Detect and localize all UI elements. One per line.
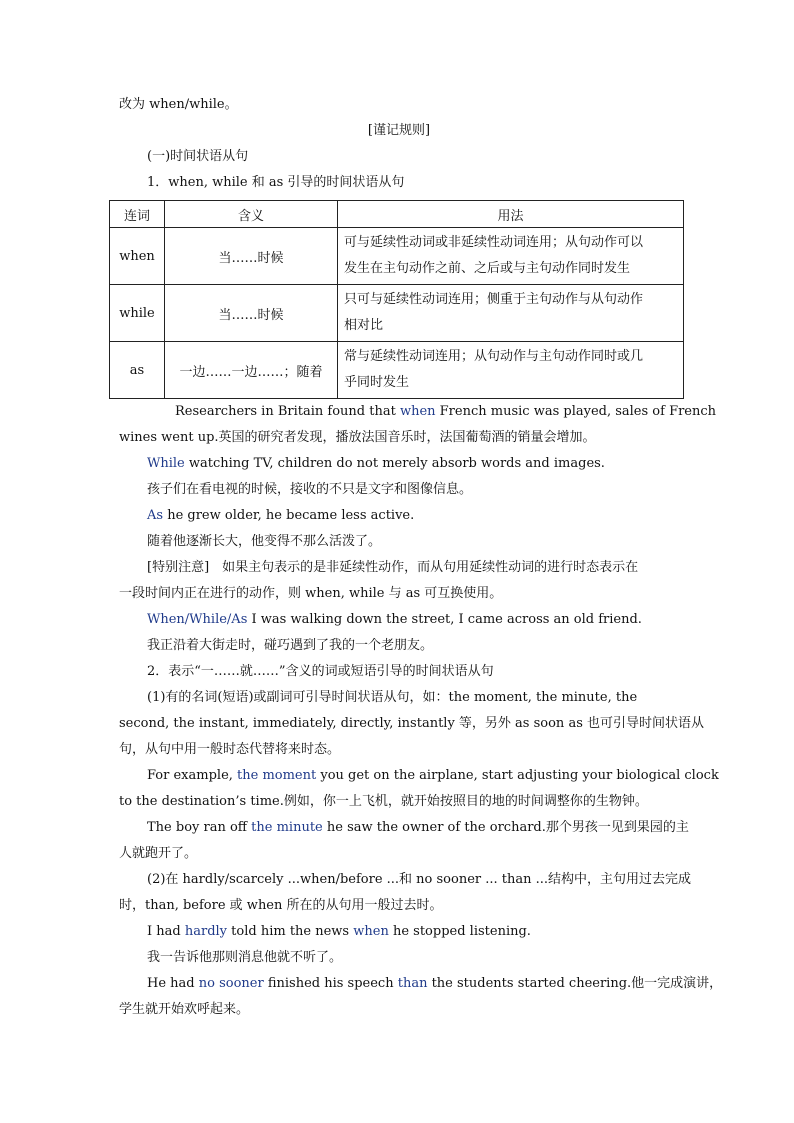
document-page <box>119 92 723 1023</box>
keyword: the minute <box>251 820 323 835</box>
cell-conj: when <box>110 228 165 285</box>
cell-meaning: 当……时候 <box>165 228 338 285</box>
table-row <box>110 228 684 285</box>
subsection-heading: (一)时间状语从句 <box>147 149 249 164</box>
example-sentence-cont: 人就跑开了。 <box>119 846 198 861</box>
paragraph-cont: 句，从句中用一般时态代替将来时态。 <box>119 742 341 757</box>
paragraph: (2)在 hardly/scarcely ...when/before ...和 no sooner ... than ...结构中，主句用过去完成 <box>147 872 692 887</box>
example-sentence: The boy ran off the minute he saw the owner of the orchard.那个男孩一见到果园的主 <box>147 820 689 835</box>
example-sentence: While watching TV, children do not merely absorb words and images. <box>147 456 605 471</box>
keyword: the moment <box>237 768 317 783</box>
example-sentence: As he grew older, he became less active. <box>147 508 415 523</box>
item-1-title: 1．when, while 和 as 引导的时间状语从句 <box>147 175 405 190</box>
header-usage: 用法 <box>338 201 684 228</box>
table-row <box>110 342 684 399</box>
example-sentence-cont: to the destination’s time.例如，你一上飞机，就开始按照目的地的时间调整你的生物钟。 <box>119 794 648 809</box>
conjunction-table <box>109 200 684 399</box>
example-translation: 我一告诉他那则消息他就不听了。 <box>147 950 343 965</box>
example-sentence: When/While/As I was walking down the street, I came across an old friend. <box>147 612 642 627</box>
intro-line: 改为 when/while。 <box>119 97 238 112</box>
keyword: no sooner <box>198 976 264 991</box>
example-translation: 我正沿着大街走时，碰巧遇到了我的一个老朋友。 <box>147 638 434 653</box>
special-note: [特别注意] 如果主句表示的是非延续性动作，而从句用延续性动词的进行时态表示在 <box>147 560 639 575</box>
section-title: [谨记规则] <box>367 123 431 138</box>
example-translation: 孩子们在看电视的时候，接收的不只是文字和图像信息。 <box>147 482 473 497</box>
header-meaning: 含义 <box>165 201 338 228</box>
cell-usage: 只可与延续性动词连用；侧重于主句动作与从句动作 相对比 <box>338 285 684 342</box>
cell-meaning: 一边……一边……；随着 <box>165 342 338 399</box>
example-translation: 随着他逐渐长大，他变得不那么活泼了。 <box>147 534 382 549</box>
table-header-row <box>110 201 684 228</box>
cell-usage: 可与延续性动词或非延续性动词连用；从句动作可以 发生在主句动作之前、之后或与主句动作同时发生 <box>338 228 684 285</box>
keyword: As <box>147 508 164 523</box>
example-sentence: I had hardly told him the news when he stopped listening. <box>147 924 531 939</box>
special-note-cont: 一段时间内正在进行的动作，则 when, while 与 as 可互换使用。 <box>119 586 503 601</box>
example-sentence: Researchers in Britain found that when French music was played, sales of French <box>175 404 717 419</box>
example-sentence-cont: 学生就开始欢呼起来。 <box>119 1002 250 1017</box>
example-sentence: He had no sooner finished his speech than the students started cheering.他一完成演讲， <box>147 976 723 991</box>
keyword: when <box>353 924 389 939</box>
paragraph-cont: second, the instant, immediately, directly, instantly 等，另外 as soon as 也可引导时间状语从 <box>119 716 704 731</box>
keyword: hardly <box>184 924 228 939</box>
keyword: than <box>397 976 428 991</box>
keyword: when <box>399 404 436 419</box>
keyword: While <box>147 456 185 471</box>
cell-conj: while <box>110 285 165 342</box>
cell-usage: 常与延续性动词连用；从句动作与主句动作同时或几 乎同时发生 <box>338 342 684 399</box>
paragraph-cont: 时，than, before 或 when 所在的从句用一般过去时。 <box>119 898 443 913</box>
item-2-title: 2．表示“一……就……”含义的词或短语引导的时间状语从句 <box>147 664 494 679</box>
cell-meaning: 当……时候 <box>165 285 338 342</box>
cell-conj: as <box>110 342 165 399</box>
example-sentence: For example, the moment you get on the airplane, start adjusting your biological clock <box>147 768 719 783</box>
header-conj: 连词 <box>110 201 165 228</box>
example-sentence-cont: wines went up.英国的研究者发现，播放法国音乐时，法国葡萄酒的销量会增加。 <box>119 430 596 445</box>
keyword: When/While/As <box>147 612 248 627</box>
paragraph: (1)有的名词(短语)或副词可引导时间状语从句，如：the moment, the minute, the <box>147 690 638 705</box>
table-row <box>110 285 684 342</box>
